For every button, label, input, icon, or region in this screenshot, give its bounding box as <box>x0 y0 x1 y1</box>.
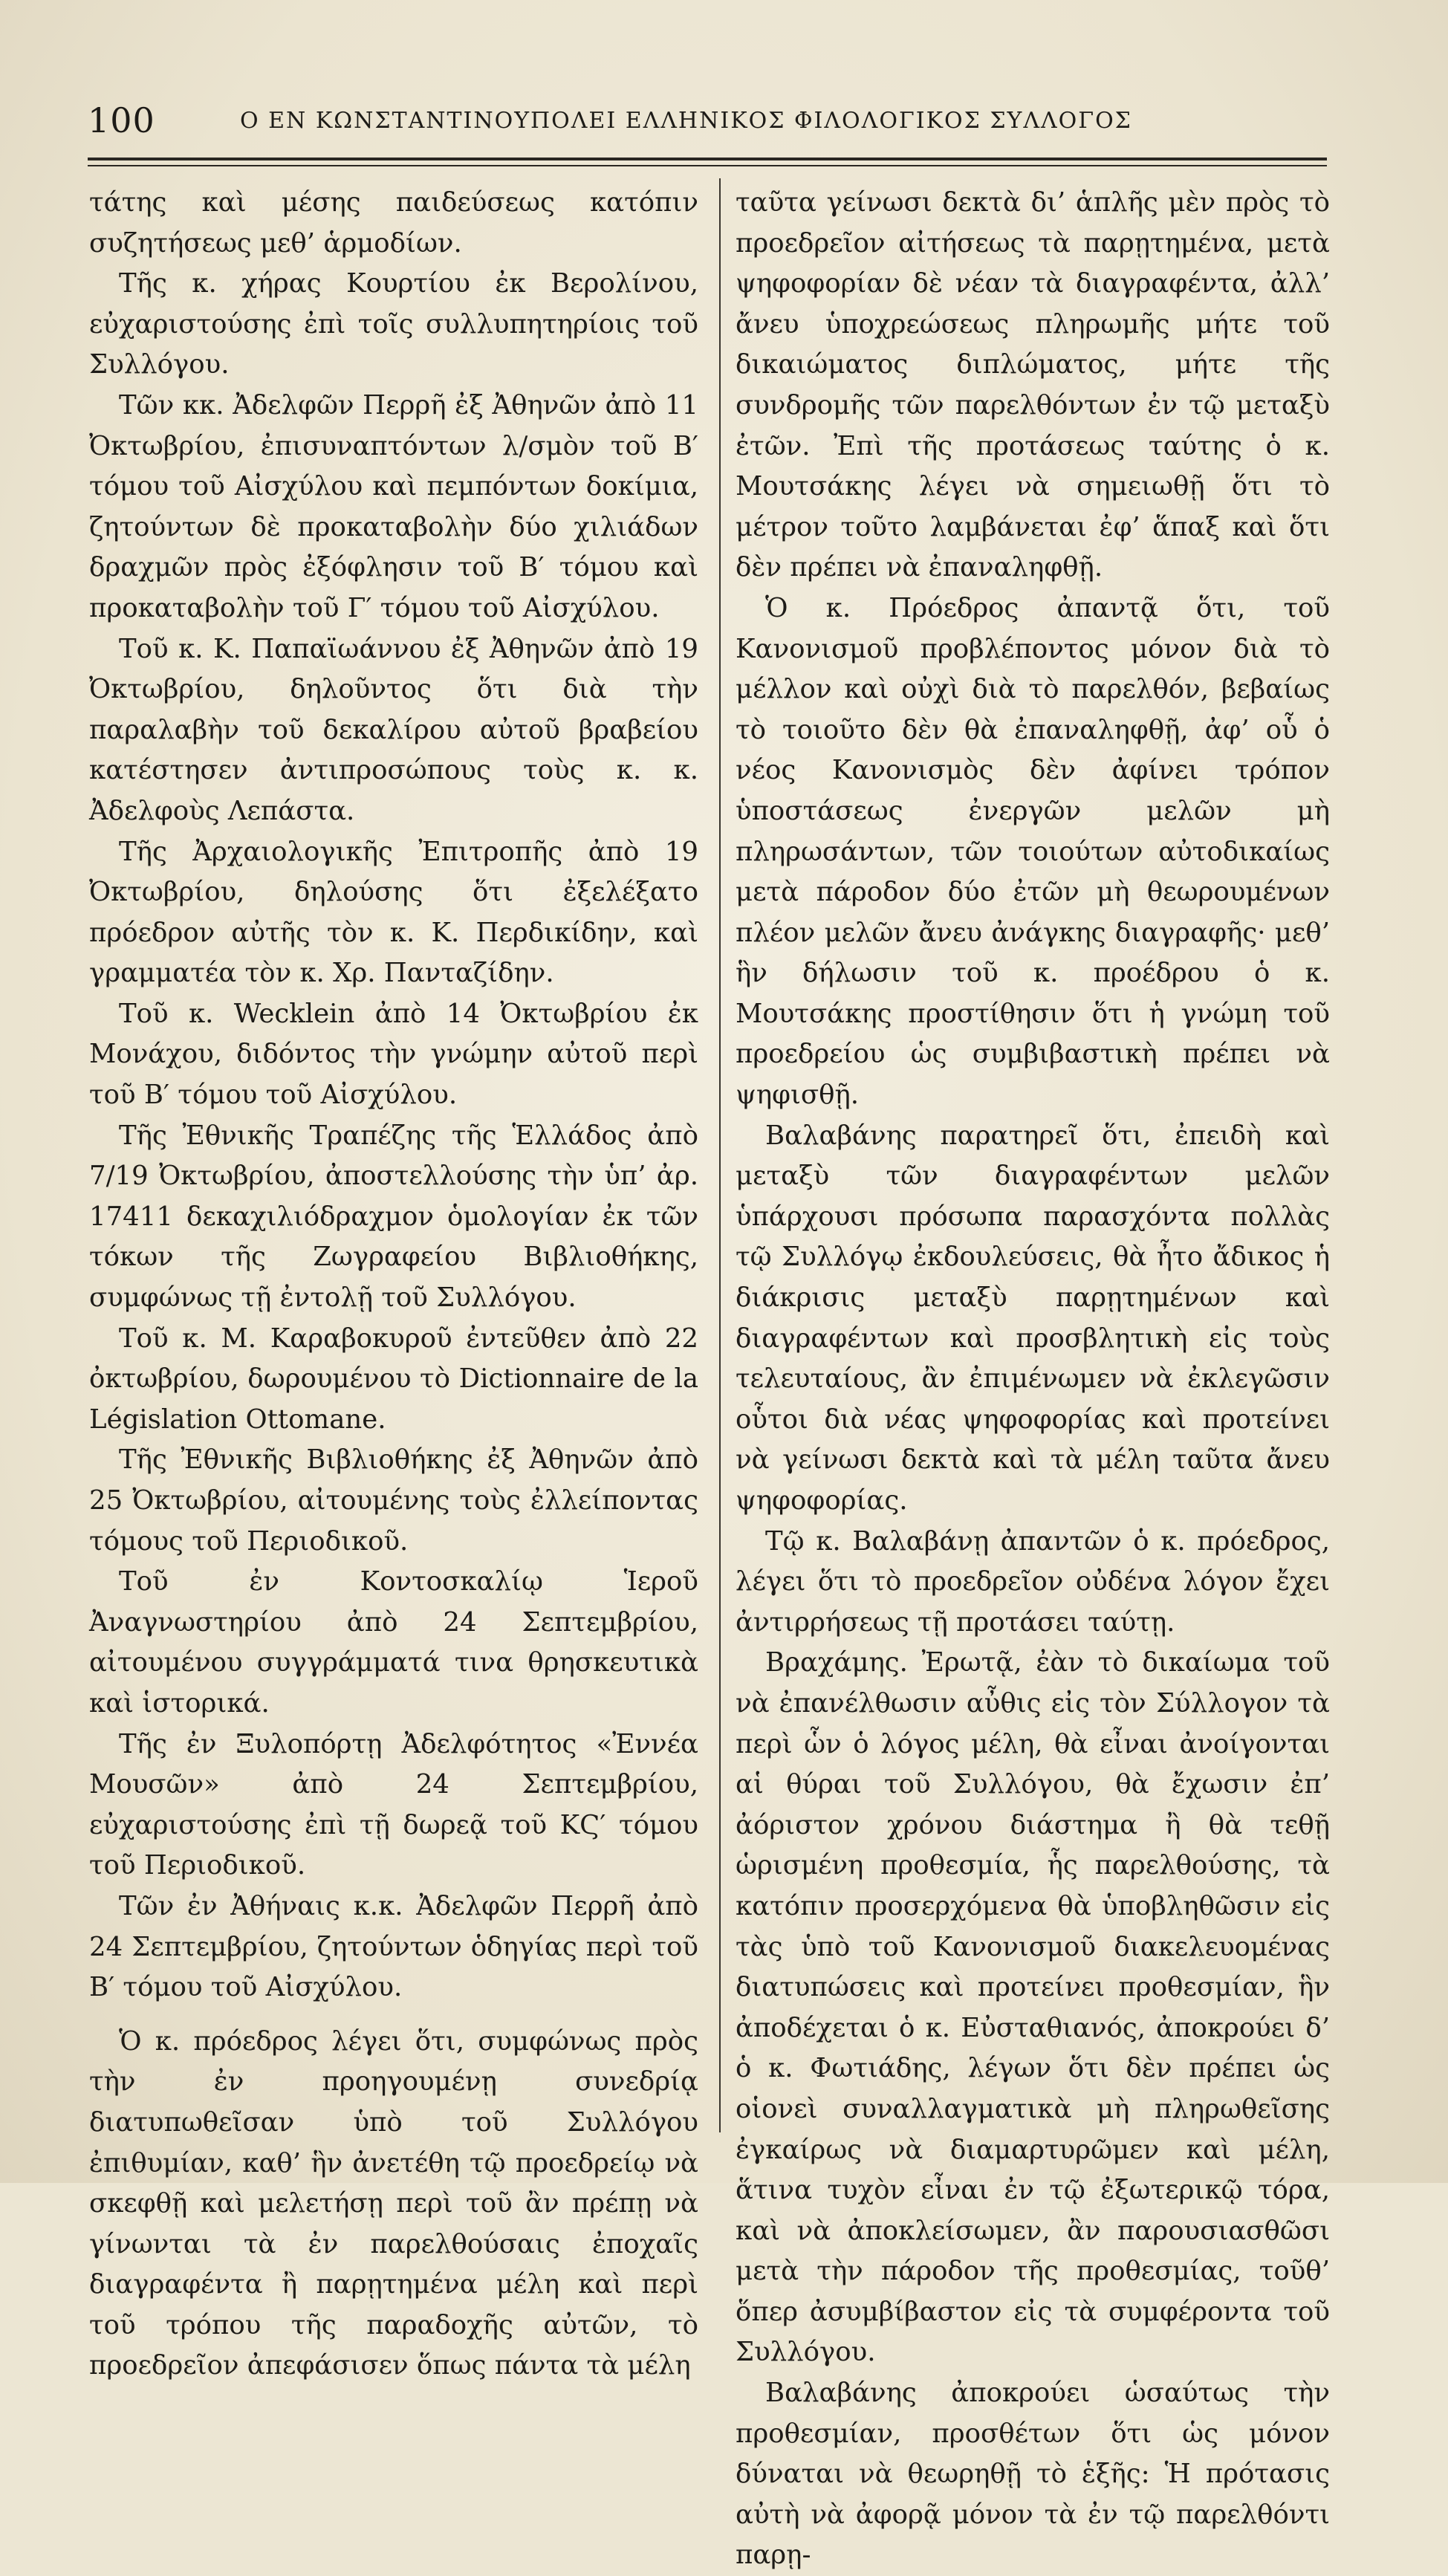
column-divider <box>719 178 721 2132</box>
left-paragraph: τάτης καὶ μέσης παιδεύσεως κατόπιν συζητήσεως μεθ’ ἁρμοδίων. <box>89 187 698 259</box>
right-paragraph: Βαλαβάνης ἀποκρούει ὡσαύτως τὴν προθεσμίαν, προσθέτων ὅτι ὡς μόνον δύναται νὰ θεωρηθῇ τὸ ἑξῆς: Ἡ πρότασις αὐτὴ νὰ ἀφορᾷ μόνον τὰ ἐν τῷ παρελθόντι παρῃ- <box>736 2378 1330 2571</box>
running-title: Ο ΕΝ ΚΩΝΣΤΑΝΤΙΝΟΥΠΟΛΕΙ ΕΛΛΗΝΙΚΟΣ ΦΙΛΟΛΟΓΙΚΟΣ ΣΥΛΛΟΓΟΣ <box>240 108 1132 134</box>
left-paragraph: Ὁ κ. πρόεδρος λέγει ὅτι, συμφώνως πρὸς τὴν ἐν προηγουμένῃ συνεδρίᾳ διατυπωθεῖσαν ὑπὸ τοῦ Συλλόγου ἐπιθυμίαν, καθ’ ἣν ἀνετέθη τῷ προεδρείῳ νὰ σκεφθῇ καὶ μελετήσῃ περὶ τοῦ ἂν πρέπῃ νὰ γίνωνται τὰ ἐν παρελθούσαις ἐποχαῖς διαγραφέντα ἢ παρῃτημένα μέλη καὶ περὶ τοῦ τρόπου τῆς παραδοχῆς αὐτῶν, τὸ προεδρεῖον ἀπεφάσισεν ὅπως πάντα τὰ μέλη <box>89 2025 698 2381</box>
right-paragraph: ταῦτα γείνωσι δεκτὰ δι’ ἁπλῆς μὲν πρὸς τὸ προεδρεῖον αἰτήσεως τὰ παρῃτημένα, μετὰ ψηφοφορίαν δὲ νέαν τὰ διαγραφέντα, ἀλλ’ ἄνευ ὑποχρεώσεως πληρωμῆς μήτε τοῦ δικαιώματος διπλώματος, μήτε τῆς συνδρομῆς τῶν παρελθόντων ἐν τῷ μεταξὺ ἐτῶν. Ἐπὶ τῆς προτάσεως ταύτης ὁ κ. Μουτσάκης λέγει νὰ σημειωθῇ ὅτι τὸ μέτρον τοῦτο λαμβάνεται ἐφ’ ἅπαξ καὶ ὅτι δὲν πρέπει νὰ ἐπαναληφθῇ. <box>736 187 1330 583</box>
left-paragraph: Τοῦ κ. Κ. Παπαϊωάννου ἐξ Ἀθηνῶν ἀπὸ 19 Ὀκτωβρίου, δηλοῦντος ὅτι διὰ τὴν παραλαβὴν τοῦ δεκαλίρου αὐτοῦ βραβείου κατέστησεν ἀντιπροσώπους τοὺς κ. κ. Ἀδελφοὺς Λεπάστα. <box>89 633 698 826</box>
left-paragraph: Τῶν κκ. Ἀδελφῶν Περρῆ ἐξ Ἀθηνῶν ἀπὸ 11 Ὀκτωβρίου, ἐπισυναπτόντων λ/σμὸν τοῦ Β′ τόμου τοῦ Αἰσχύλου καὶ πεμπόντων δοκίμια, ζητούντων δὲ προκαταβολὴν δύο χιλιάδων δραχμῶν πρὸς ἐξόφλησιν τοῦ Β′ τόμου καὶ προκαταβολὴν τοῦ Γ′ τόμου τοῦ Αἰσχύλου. <box>89 389 698 623</box>
header-rule-thin <box>88 165 1327 166</box>
page-header <box>88 98 1321 143</box>
left-paragraph: Τοῦ κ. Wecklein ἀπὸ 14 Ὀκτωβρίου ἐκ Μονάχου, διδόντος τὴν γνώμην αὐτοῦ περὶ τοῦ Β′ τόμου τοῦ Αἰσχύλου. <box>89 998 698 1111</box>
left-paragraph: Τοῦ ἐν Κοντοσκαλίῳ Ἱεροῦ Ἀναγνωστηρίου ἀπὸ 24 Σεπτεμβρίου, αἰτουμένου συγγράμματά τινα θρησκευτικὰ καὶ ἱστορικά. <box>89 1566 698 1719</box>
header-rule-thick <box>88 158 1327 160</box>
left-paragraph: Τοῦ κ. Μ. Καραβοκυροῦ ἐντεῦθεν ἀπὸ 22 ὀκτωβρίου, δωρουμένου τὸ Dictionnaire de la Législation Ottomane. <box>89 1323 698 1435</box>
left-paragraph: Τῶν ἐν Ἀθήναις κ.κ. Ἀδελφῶν Περρῆ ἀπὸ 24 Σεπτεμβρίου, ζητούντων ὁδηγίας περὶ τοῦ Β′ τόμου τοῦ Αἰσχύλου. <box>89 1890 698 2003</box>
right-paragraph: Ὁ κ. Πρόεδρος ἀπαντᾷ ὅτι, τοῦ Κανονισμοῦ προβλέποντος μόνον διὰ τὸ μέλλον καὶ οὐχὶ διὰ τὸ παρελθόν, βεβαίως τὸ τοιοῦτο δὲν θὰ ἐπαναληφθῇ, ἀφ’ οὗ ὁ νέος Κανονισμὸς δὲν ἀφίνει τρόπον ὑποστάσεως ἐνεργῶν μελῶν μὴ πληρωσάντων, τῶν τοιούτων αὐτοδικαίως μετὰ πάροδον δύο ἐτῶν μὴ θεωρουμένων πλέον μελῶν ἄνευ ἀνάγκης διαγραφῆς· μεθ’ ἣν δήλωσιν τοῦ κ. προέδρου ὁ κ. Μουτσάκης προστίθησιν ὅτι ἡ γνώμη τοῦ προεδρείου ὡς συμβιβαστικὴ πρέπει νὰ ψηφισθῇ. <box>736 592 1330 1111</box>
left-paragraph: Τῆς κ. χήρας Κουρτίου ἐκ Βερολίνου, εὐχαριστούσης ἐπὶ τοῖς συλλυπητηρίοις τοῦ Συλλόγου. <box>89 268 698 380</box>
right-paragraph: Βραχάμης. Ἐρωτᾷ, ἐὰν τὸ δικαίωμα τοῦ νὰ ἐπανέλθωσιν αὖθις εἰς τὸν Σύλλογον τὰ περὶ ὧν ὁ λόγος μέλη, θὰ εἶναι ἀνοίγονται αἱ θύραι τοῦ Συλλόγου, θὰ ἔχωσιν ἐπ’ ἀόριστον χρόνου διάστημα ἢ θὰ τεθῇ ὡρισμένη προθεσμία, ἧς παρελθούσης, τὰ κατόπιν προσερχόμενα θὰ ὑποβληθῶσιν εἰς τὰς ὑπὸ τοῦ Κανονισμοῦ διακελευομένας διατυπώσεις καὶ προτείνει προθεσμίαν, ἣν ἀποδέχεται ὁ κ. Εὐσταθιανός, ἀποκρούει δ’ ὁ κ. Φωτιάδης, λέγων ὅτι δὲν πρέπει ὡς οἱονεὶ συναλλαγματικὰ μὴ πληρωθεῖσης ἐγκαίρως νὰ διαμαρτυρῶμεν καὶ μέλη, ἅτινα τυχὸν εἶναι ἐν τῷ ἐξωτερικῷ τόρα, καὶ νὰ ἀποκλείσωμεν, ἂν παρουσιασθῶσι μετὰ τὴν πάροδον τῆς προθεσμίας, τοῦθ’ ὅπερ ἀσυμβίβαστον εἰς τὰ συμφέροντα τοῦ Συλλόγου. <box>736 1647 1330 2368</box>
right-paragraph: Τῷ κ. Βαλαβάνῃ ἀπαντῶν ὁ κ. πρόεδρος, λέγει ὅτι τὸ προεδρεῖον οὐδένα λόγον ἔχει ἀντιρρήσεως τῇ προτάσει ταύτῃ. <box>736 1525 1330 1638</box>
left-paragraph: Τῆς Ἐθνικῆς Βιβλιοθήκης ἐξ Ἀθηνῶν ἀπὸ 25 Ὀκτωβρίου, αἰτουμένης τοὺς ἐλλείποντας τόμους τοῦ Περιοδικοῦ. <box>89 1444 698 1557</box>
right-paragraph: Βαλαβάνης παρατηρεῖ ὅτι, ἐπειδὴ καὶ μεταξὺ τῶν διαγραφέντων μελῶν ὑπάρχουσι πρόσωπα παρασχόντα πολλὰς τῷ Συλλόγῳ ἐκδουλεύσεις, θὰ ἦτο ἄδικος ἡ διάκρισις μεταξὺ παρῃτημένων καὶ διαγραφέντων καὶ προσβλητικὴ εἰς τοὺς τελευταίους, ἂν ἐπιμένωμεν νὰ ἐκλεγῶσιν οὗτοι διὰ νέας ψηφοφορίας καὶ προτείνει νὰ γείνωσι δεκτὰ καὶ τὰ μέλη ταῦτα ἄνευ ψηφοφορίας. <box>736 1120 1330 1516</box>
right-column <box>736 183 1330 2576</box>
left-paragraph: Τῆς Ἐθνικῆς Τραπέζης τῆς Ἑλλάδος ἀπὸ 7/19 Ὀκτωβρίου, ἀποστελλούσης τὴν ὑπ’ ἀρ. 17411 δεκαχιλιόδραχμον ὁμολογίαν ἐκ τῶν τόκων τῆς Ζωγραφείου Βιβλιοθήκης, συμφώνως τῇ ἐντολῇ τοῦ Συλλόγου. <box>89 1120 698 1314</box>
left-column <box>89 183 698 2387</box>
page-number: 100 <box>88 100 155 140</box>
left-paragraph: Τῆς ἐν Ξυλοπόρτῃ Ἀδελφότητος «Ἐννέα Μουσῶν» ἀπὸ 24 Σεπτεμβρίου, εὐχαριστούσης ἐπὶ τῇ δωρεᾷ τοῦ ΚϚ′ τόμου τοῦ Περιοδικοῦ. <box>89 1728 698 1881</box>
left-paragraph: Τῆς Ἀρχαιολογικῆς Ἐπιτροπῆς ἀπὸ 19 Ὀκτωβρίου, δηλούσης ὅτι ἐξελέξατο πρόεδρον αὐτῆς τὸν κ. Κ. Περδικίδην, καὶ γραμματέα τὸν κ. Χρ. Πανταζίδην. <box>89 836 698 989</box>
